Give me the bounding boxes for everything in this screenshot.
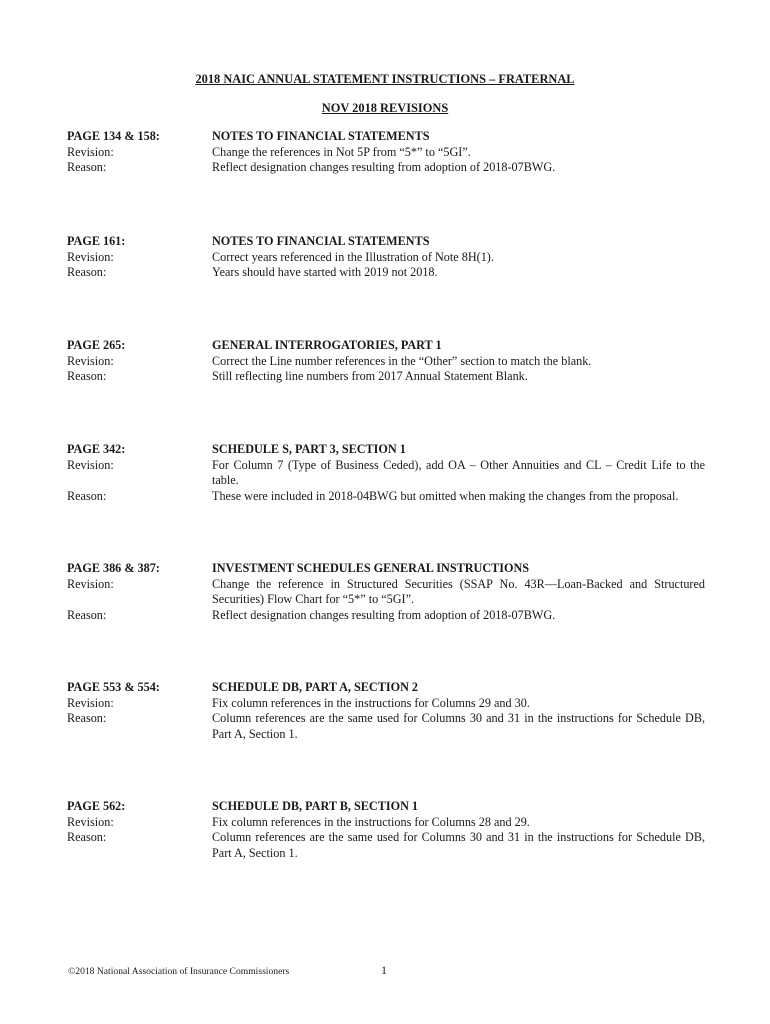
entry-heading: SCHEDULE DB, PART B, SECTION 1 xyxy=(212,799,419,813)
reason-text: Still reflecting line numbers from 2017 Annual Statement Blank. xyxy=(212,369,528,383)
revision-text: Change the references in Not 5P from “5*” to “5GI”. xyxy=(212,144,471,159)
revision-label: Revision: xyxy=(67,695,114,710)
reason-label: Reason: xyxy=(67,265,107,279)
reason-label: Reason: xyxy=(67,488,107,503)
entry-page-label: PAGE 553 & 554: xyxy=(67,680,160,694)
revision-label: Revision: xyxy=(67,576,114,591)
reason-label: Reason: xyxy=(67,160,107,174)
revision-entry-page-562 xyxy=(67,799,707,861)
revision-label: Revision: xyxy=(67,457,114,472)
reason-text: Reflect designation changes resulting from adoption of 2018-07BWG. xyxy=(212,160,556,174)
reason-label: Reason: xyxy=(67,369,107,383)
reason-label: Reason: xyxy=(67,830,107,844)
revision-label: Revision: xyxy=(67,249,114,264)
revision-entry-page-134-158 xyxy=(67,129,707,176)
entry-page-label: PAGE 161: xyxy=(67,234,126,248)
entry-heading: SCHEDULE S, PART 3, SECTION 1 xyxy=(212,442,406,456)
revision-text: Fix column references in the instructions for Columns 28 and 29. xyxy=(212,814,530,829)
revision-entry-page-342 xyxy=(67,442,707,504)
entry-heading: NOTES TO FINANCIAL STATEMENTS xyxy=(212,129,430,143)
entry-heading: NOTES TO FINANCIAL STATEMENTS xyxy=(212,234,430,248)
entry-page-label: PAGE 386 & 387: xyxy=(67,561,160,575)
revision-text: Correct the Line number references in the “Other” section to match the blank. xyxy=(212,353,592,368)
reason-text: Column references are the same used for Columns 30 and 31 in the instructions for Schedule DB, Part A, Section 1. xyxy=(212,711,705,741)
reason-text: These were included in 2018-04BWG but omitted when making the changes from the proposal. xyxy=(212,488,679,503)
revision-entry-page-161 xyxy=(67,234,707,281)
reason-text: Years should have started with 2019 not 2018. xyxy=(212,265,438,279)
revision-text: Correct years referenced in the Illustration of Note 8H(1). xyxy=(212,249,494,264)
footer-copyright: ©2018 National Association of Insurance Commissioners xyxy=(68,966,290,977)
reason-text: Column references are the same used for Columns 30 and 31 in the instructions for Schedule DB, Part A, Section 1. xyxy=(212,830,705,860)
entry-page-label: PAGE 134 & 158: xyxy=(67,129,160,143)
revision-label: Revision: xyxy=(67,353,114,368)
revision-text: Change the reference in Structured Securities (SSAP No. 43R—Loan-Backed and Structured Securities) Flow Chart for “5*” to “5GI”. xyxy=(212,576,705,606)
entry-page-label: PAGE 562: xyxy=(67,799,126,813)
entry-page-label: PAGE 265: xyxy=(67,338,126,352)
entry-heading: INVESTMENT SCHEDULES GENERAL INSTRUCTIONS xyxy=(212,561,530,575)
reason-label: Reason: xyxy=(67,711,107,725)
page-number: 1 xyxy=(381,963,387,977)
revision-entry-page-553-554 xyxy=(67,680,707,742)
revision-entry-page-386-387 xyxy=(67,561,707,623)
revision-text: Fix column references in the instructions for Columns 29 and 30. xyxy=(212,695,530,710)
revision-entry-page-265 xyxy=(67,338,707,385)
revision-text: For Column 7 (Type of Business Ceded), add OA – Other Annuities and CL – Credit Life to the table. xyxy=(212,457,705,487)
document-title: 2018 NAIC ANNUAL STATEMENT INSTRUCTIONS – FRATERNAL xyxy=(195,72,575,86)
revision-label: Revision: xyxy=(67,814,114,829)
entry-heading: SCHEDULE DB, PART A, SECTION 2 xyxy=(212,680,419,694)
revision-label: Revision: xyxy=(67,144,114,159)
document-subtitle: NOV 2018 REVISIONS xyxy=(321,101,449,115)
reason-label: Reason: xyxy=(67,607,107,622)
entry-heading: GENERAL INTERROGATORIES, PART 1 xyxy=(212,338,442,352)
entry-page-label: PAGE 342: xyxy=(67,442,126,456)
reason-text: Reflect designation changes resulting from adoption of 2018-07BWG. xyxy=(212,607,556,622)
